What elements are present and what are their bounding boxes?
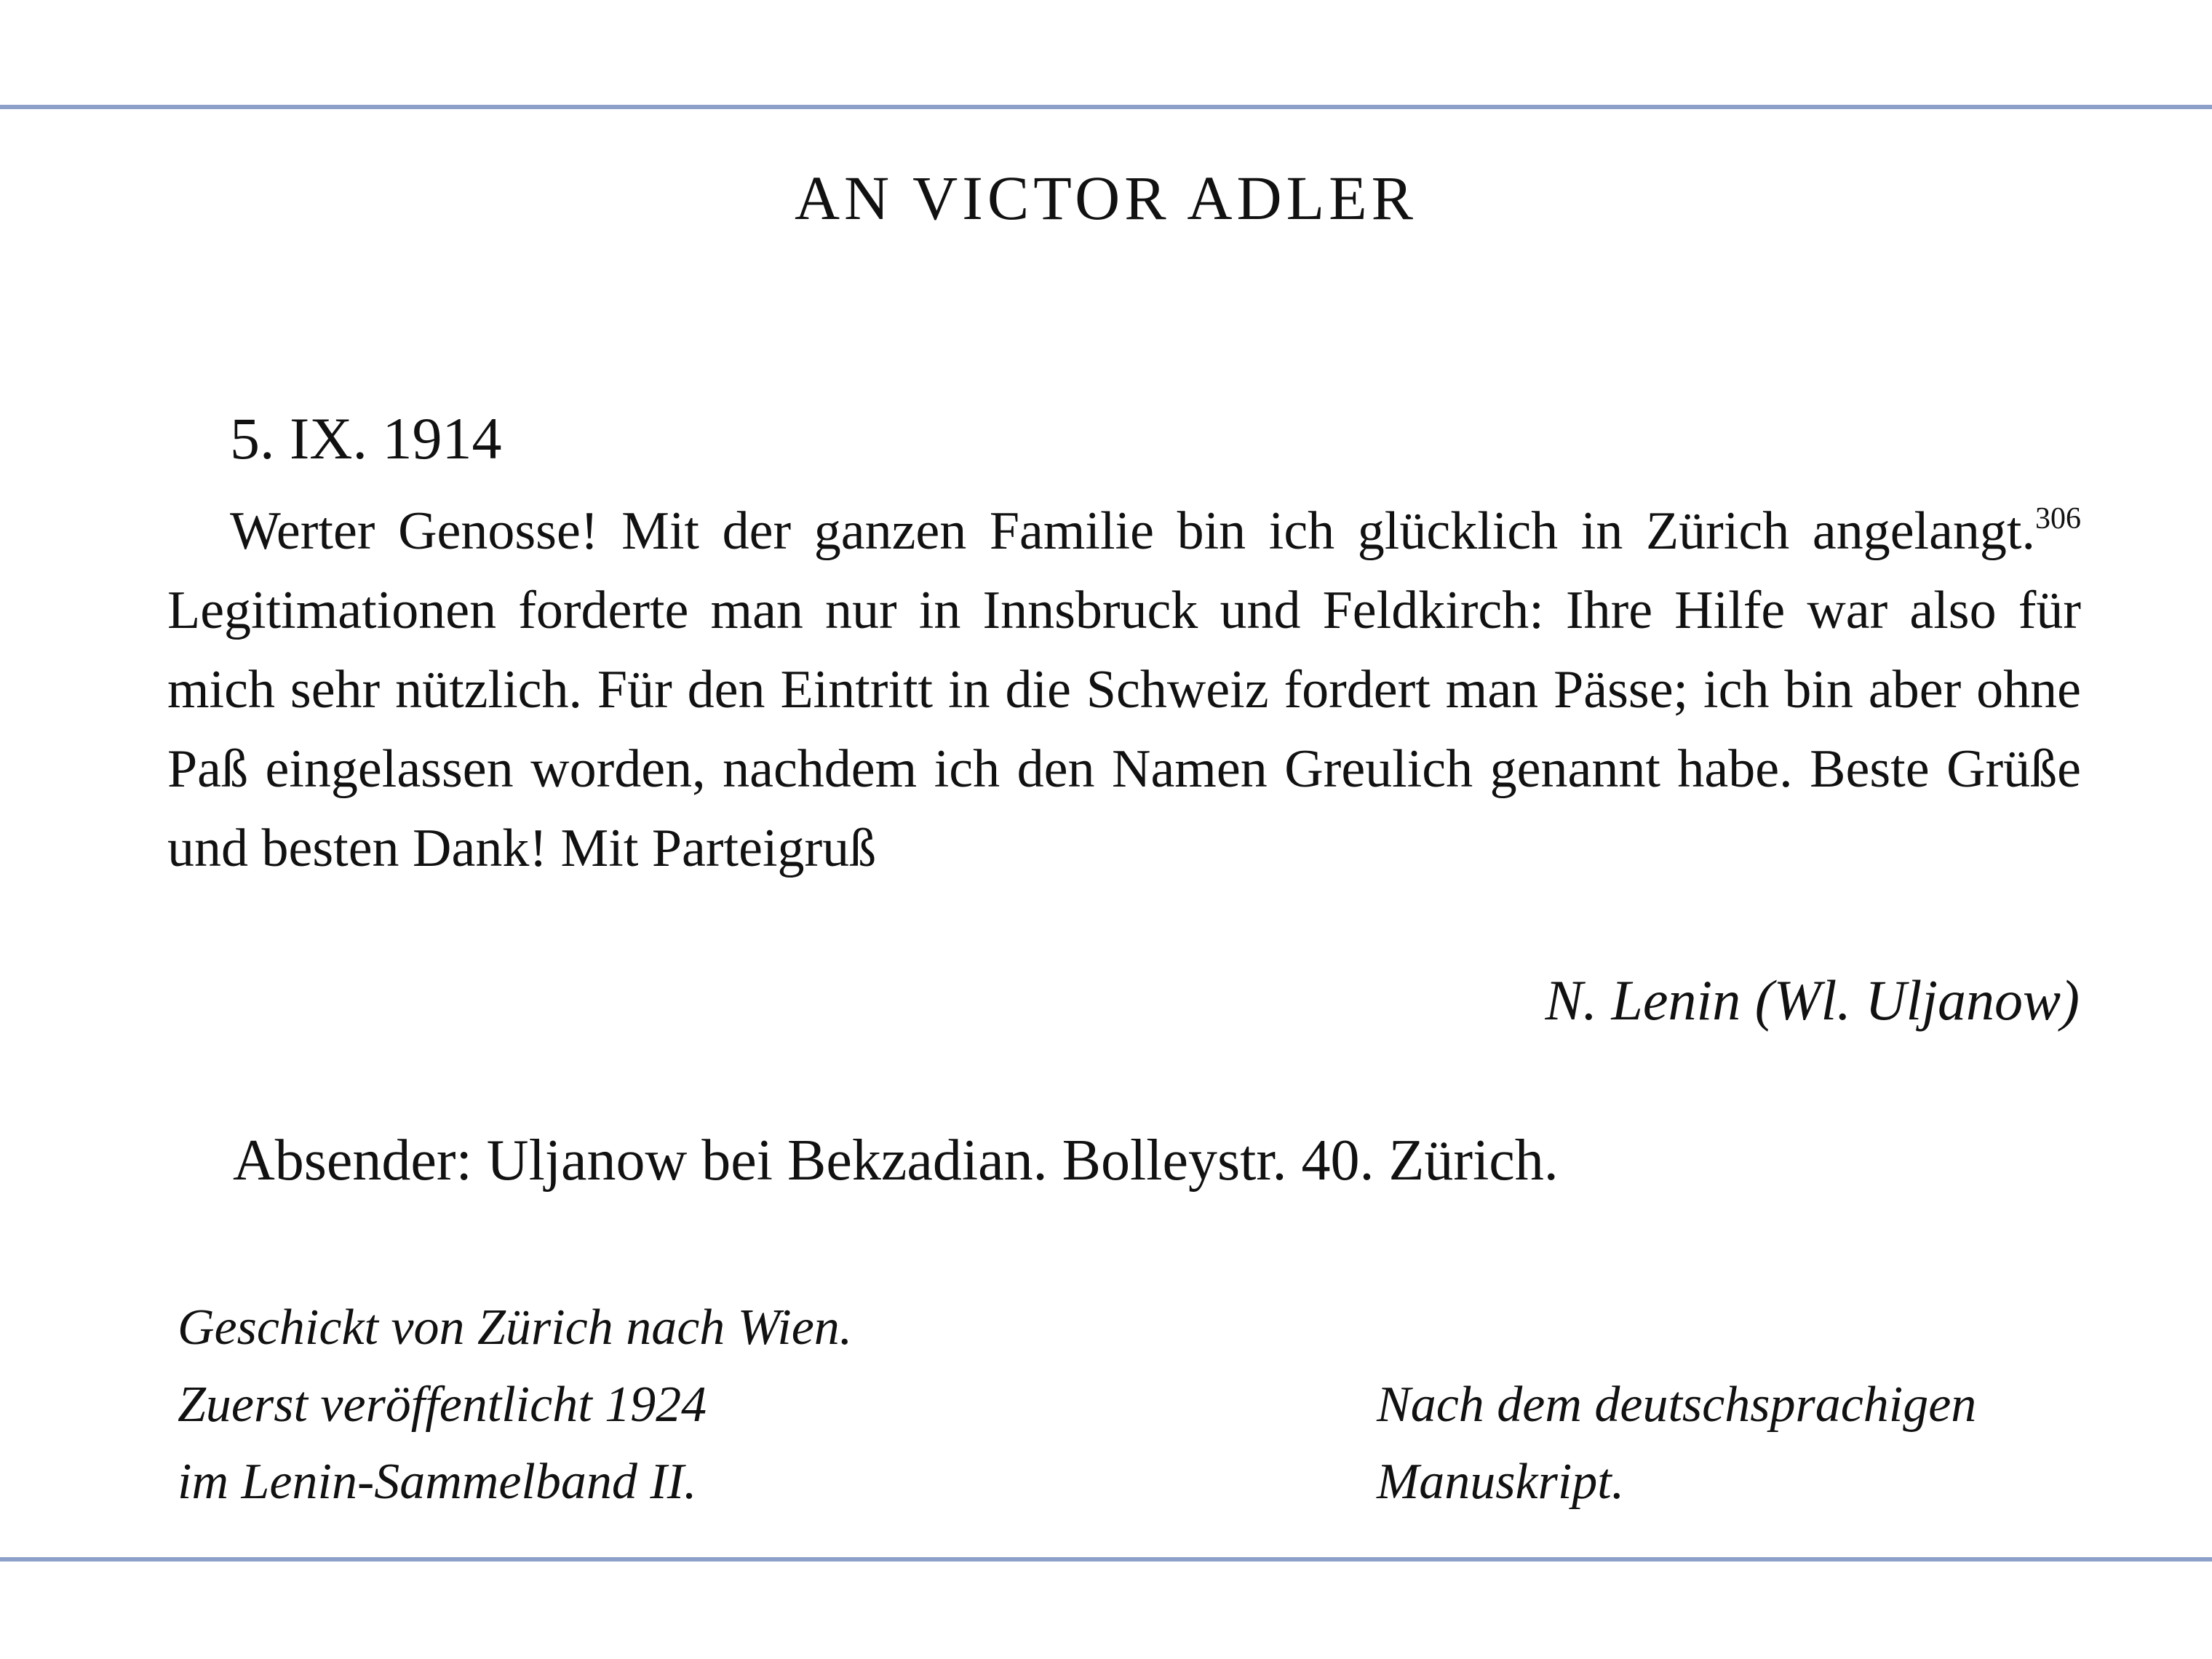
bottom-rule	[0, 1557, 2212, 1561]
letter-body-part-1: Werter Genosse! Mit der ganzen Familie bin ich glücklich in Zürich angelangt.	[230, 501, 2035, 561]
letter-title: AN VICTOR ADLER	[794, 163, 1418, 233]
sent-note: Geschickt von Zürich nach Wien.	[178, 1300, 853, 1356]
publication-note	[178, 1366, 707, 1521]
top-rule	[0, 105, 2212, 109]
letter-body	[167, 492, 2081, 888]
publication-note-line-1: Zuerst veröffentlicht 1924	[178, 1377, 707, 1433]
publication-note-line-2: im Lenin-Sammelband II.	[178, 1454, 697, 1510]
letter-date: 5. IX. 1914	[230, 405, 502, 472]
letter-body-part-2: Legitimationen forderte man nur in Innsbruck und Feldkirch: Ihre Hilfe war also für mich sehr nützlich. Für den Eintritt in die Schweiz fordert man Pässe; ich bin aber ohne Paß eingelassen worden, nachdem ich den Namen Greulich genannt habe. Beste Grüße und besten Dank! Mit Parteigruß	[167, 581, 2081, 878]
source-note-line-2: Manuskript.	[1377, 1454, 1625, 1510]
source-note	[1377, 1366, 1976, 1521]
footnote-reference: 306	[2035, 502, 2081, 536]
source-note-line-1: Nach dem deutschsprachigen	[1377, 1377, 1977, 1433]
signature: N. Lenin (Wl. Uljanow)	[1545, 968, 2080, 1032]
sender-address: Absender: Uljanow bei Bekzadian. Bolleystr. 40. Zürich.	[233, 1129, 1559, 1193]
